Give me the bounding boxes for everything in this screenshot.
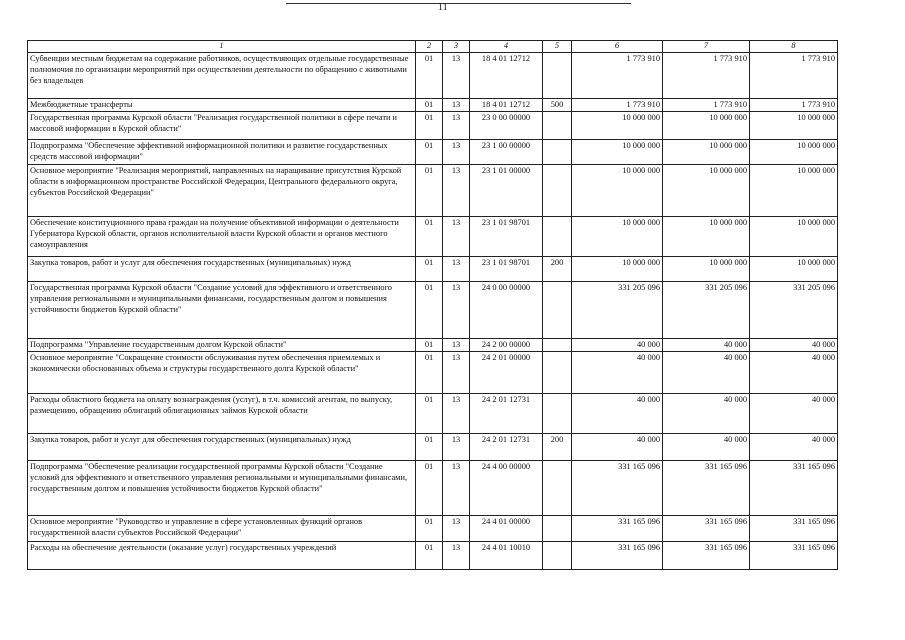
target-article: 24 2 00 00000	[470, 339, 543, 352]
expense-type: 500	[543, 99, 572, 112]
expense-type: 200	[543, 434, 572, 461]
section-code: 01	[416, 352, 443, 394]
section-code: 01	[416, 394, 443, 434]
amount-col7: 331 165 096	[663, 516, 750, 542]
table-row	[28, 516, 838, 542]
budget-table	[27, 40, 838, 570]
amount-col6: 40 000	[572, 434, 663, 461]
table-row	[28, 461, 838, 516]
section-code: 01	[416, 434, 443, 461]
subsection-code: 13	[443, 257, 470, 282]
subsection-code: 13	[443, 352, 470, 394]
amount-col8: 10 000 000	[750, 165, 838, 217]
expense-type	[543, 394, 572, 434]
amount-col6: 40 000	[572, 339, 663, 352]
table-row	[28, 434, 838, 461]
amount-col6: 331 165 096	[572, 542, 663, 570]
subsection-code: 13	[443, 140, 470, 165]
target-article: 24 4 00 00000	[470, 461, 543, 516]
table-row	[28, 140, 838, 165]
section-code: 01	[416, 542, 443, 570]
amount-col8: 10 000 000	[750, 257, 838, 282]
table-row	[28, 542, 838, 570]
amount-col8: 331 165 096	[750, 461, 838, 516]
amount-col8: 10 000 000	[750, 140, 838, 165]
expense-type	[543, 282, 572, 339]
amount-col8: 10 000 000	[750, 217, 838, 257]
amount-col6: 331 165 096	[572, 516, 663, 542]
amount-col8: 10 000 000	[750, 112, 838, 140]
amount-col7: 40 000	[663, 434, 750, 461]
amount-col7: 40 000	[663, 352, 750, 394]
amount-col8: 1 773 910	[750, 53, 838, 99]
row-name: Основное мероприятие "Реализация мероприятий, направленных на наращивание присутствия Курской области в информационном пространстве Российской Федерации, Центрального федерального округа, субъектов Российской Федерации"	[28, 165, 416, 217]
table-row	[28, 394, 838, 434]
table-row	[28, 339, 838, 352]
subsection-code: 13	[443, 339, 470, 352]
target-article: 23 1 00 00000	[470, 140, 543, 165]
header-cell: 8	[750, 41, 838, 53]
amount-col8: 40 000	[750, 352, 838, 394]
expense-type	[543, 53, 572, 99]
target-article: 23 0 00 00000	[470, 112, 543, 140]
subsection-code: 13	[443, 282, 470, 339]
amount-col6: 10 000 000	[572, 165, 663, 217]
amount-col6: 1 773 910	[572, 99, 663, 112]
subsection-code: 13	[443, 434, 470, 461]
subsection-code: 13	[443, 516, 470, 542]
expense-type	[543, 542, 572, 570]
row-name: Государственная программа Курской области "Реализация государственной политики в сфере печати и массовой информации в Курской области"	[28, 112, 416, 140]
amount-col7: 10 000 000	[663, 112, 750, 140]
section-code: 01	[416, 112, 443, 140]
amount-col6: 1 773 910	[572, 53, 663, 99]
expense-type: 200	[543, 257, 572, 282]
amount-col7: 40 000	[663, 394, 750, 434]
subsection-code: 13	[443, 461, 470, 516]
section-code: 01	[416, 516, 443, 542]
amount-col6: 331 165 096	[572, 461, 663, 516]
target-article: 23 1 01 00000	[470, 165, 543, 217]
row-name: Подпрограмма "Обеспечение реализации государственной программы Курской области "Создание условий для эффективного и ответственного управления региональными и муниципальными финансами, государственным долгом и повышения устойчивости бюджетов Курской области"	[28, 461, 416, 516]
section-code: 01	[416, 99, 443, 112]
target-article: 24 0 00 00000	[470, 282, 543, 339]
row-name: Основное мероприятие "Сокращение стоимости обслуживания путем обеспечения приемлемых и экономически обоснованных объема и структуры государственного долга Курской области"	[28, 352, 416, 394]
expense-type	[543, 140, 572, 165]
expense-type	[543, 165, 572, 217]
amount-col7: 10 000 000	[663, 257, 750, 282]
section-code: 01	[416, 53, 443, 99]
amount-col7: 331 165 096	[663, 542, 750, 570]
amount-col8: 40 000	[750, 394, 838, 434]
subsection-code: 13	[443, 394, 470, 434]
target-article: 23 1 01 98701	[470, 257, 543, 282]
amount-col7: 10 000 000	[663, 165, 750, 217]
expense-type	[543, 461, 572, 516]
amount-col8: 331 165 096	[750, 516, 838, 542]
section-code: 01	[416, 282, 443, 339]
amount-col6: 40 000	[572, 352, 663, 394]
table-row	[28, 53, 838, 99]
amount-col8: 331 205 096	[750, 282, 838, 339]
row-name: Расходы областного бюджета на оплату вознаграждения (услуг), в т.ч. комиссий агентам, по выпуску, размещению, обращению облигаций облигационных займов Курской области	[28, 394, 416, 434]
subsection-code: 13	[443, 217, 470, 257]
table-row	[28, 217, 838, 257]
section-code: 01	[416, 461, 443, 516]
amount-col7: 10 000 000	[663, 140, 750, 165]
table-row	[28, 257, 838, 282]
header-cell: 6	[572, 41, 663, 53]
target-article: 24 4 01 10010	[470, 542, 543, 570]
target-article: 18 4 01 12712	[470, 53, 543, 99]
target-article: 18 4 01 12712	[470, 99, 543, 112]
amount-col7: 331 205 096	[663, 282, 750, 339]
table-row	[28, 352, 838, 394]
target-article: 24 2 01 00000	[470, 352, 543, 394]
section-code: 01	[416, 339, 443, 352]
section-code: 01	[416, 257, 443, 282]
row-name: Субвенции местным бюджетам на содержание работников, осуществляющих отдельные государственные полномочия по организации мероприятий при осуществлении деятельности по обращению с животными без владельцев	[28, 53, 416, 99]
subsection-code: 13	[443, 112, 470, 140]
target-article: 23 1 01 98701	[470, 217, 543, 257]
amount-col6: 10 000 000	[572, 140, 663, 165]
expense-type	[543, 339, 572, 352]
amount-col8: 331 165 096	[750, 542, 838, 570]
amount-col7: 10 000 000	[663, 217, 750, 257]
amount-col6: 40 000	[572, 394, 663, 434]
subsection-code: 13	[443, 165, 470, 217]
row-name: Межбюджетные трансферты	[28, 99, 416, 112]
section-code: 01	[416, 165, 443, 217]
amount-col6: 10 000 000	[572, 112, 663, 140]
expense-type	[543, 516, 572, 542]
section-code: 01	[416, 140, 443, 165]
expense-type	[543, 352, 572, 394]
subsection-code: 13	[443, 53, 470, 99]
target-article: 24 2 01 12731	[470, 394, 543, 434]
table-row	[28, 165, 838, 217]
header-cell: 7	[663, 41, 750, 53]
row-name: Расходы на обеспечение деятельности (оказание услуг) государственных учреждений	[28, 542, 416, 570]
header-cell: 3	[443, 41, 470, 53]
target-article: 24 2 01 12731	[470, 434, 543, 461]
target-article: 24 4 01 00000	[470, 516, 543, 542]
amount-col7: 331 165 096	[663, 461, 750, 516]
section-code: 01	[416, 217, 443, 257]
subsection-code: 13	[443, 542, 470, 570]
header-cell: 2	[416, 41, 443, 53]
row-name: Основное мероприятие "Руководство и управление в сфере установленных функций органов государственной власти субъектов Российской Федерации"	[28, 516, 416, 542]
row-name: Государственная программа Курской области "Создание условий для эффективного и ответственного управления региональными и муниципальными финансами, государственным долгом и повышения устойчивости бюджетов Курской области"	[28, 282, 416, 339]
amount-col8: 40 000	[750, 339, 838, 352]
row-name: Закупка товаров, работ и услуг для обеспечения государственных (муниципальных) нужд	[28, 257, 416, 282]
header-cell: 5	[543, 41, 572, 53]
row-name: Закупка товаров, работ и услуг для обеспечения государственных (муниципальных) нужд	[28, 434, 416, 461]
subsection-code: 13	[443, 99, 470, 112]
amount-col8: 40 000	[750, 434, 838, 461]
header-cell: 1	[28, 41, 416, 53]
table-header-row	[28, 41, 838, 53]
amount-col6: 10 000 000	[572, 217, 663, 257]
amount-col6: 331 205 096	[572, 282, 663, 339]
header-cell: 4	[470, 41, 543, 53]
table-row	[28, 282, 838, 339]
table-row	[28, 112, 838, 140]
row-name: Подпрограмма "Управление государственным долгом Курской области"	[28, 339, 416, 352]
amount-col8: 1 773 910	[750, 99, 838, 112]
amount-col7: 40 000	[663, 339, 750, 352]
amount-col7: 1 773 910	[663, 99, 750, 112]
expense-type	[543, 217, 572, 257]
amount-col6: 10 000 000	[572, 257, 663, 282]
row-name: Подпрограмма "Обеспечение эффективной информационной политики и развитие государственных средств массовой информации"	[28, 140, 416, 165]
expense-type	[543, 112, 572, 140]
table-row	[28, 99, 838, 112]
row-name: Обеспечение конституционного права граждан на получение объективной информации о деятельности Губернатора Курской области, органов исполнительной власти Курской области и органов местного самоуправления	[28, 217, 416, 257]
top-rule	[286, 3, 631, 4]
page-number: 11	[438, 2, 448, 13]
amount-col7: 1 773 910	[663, 53, 750, 99]
